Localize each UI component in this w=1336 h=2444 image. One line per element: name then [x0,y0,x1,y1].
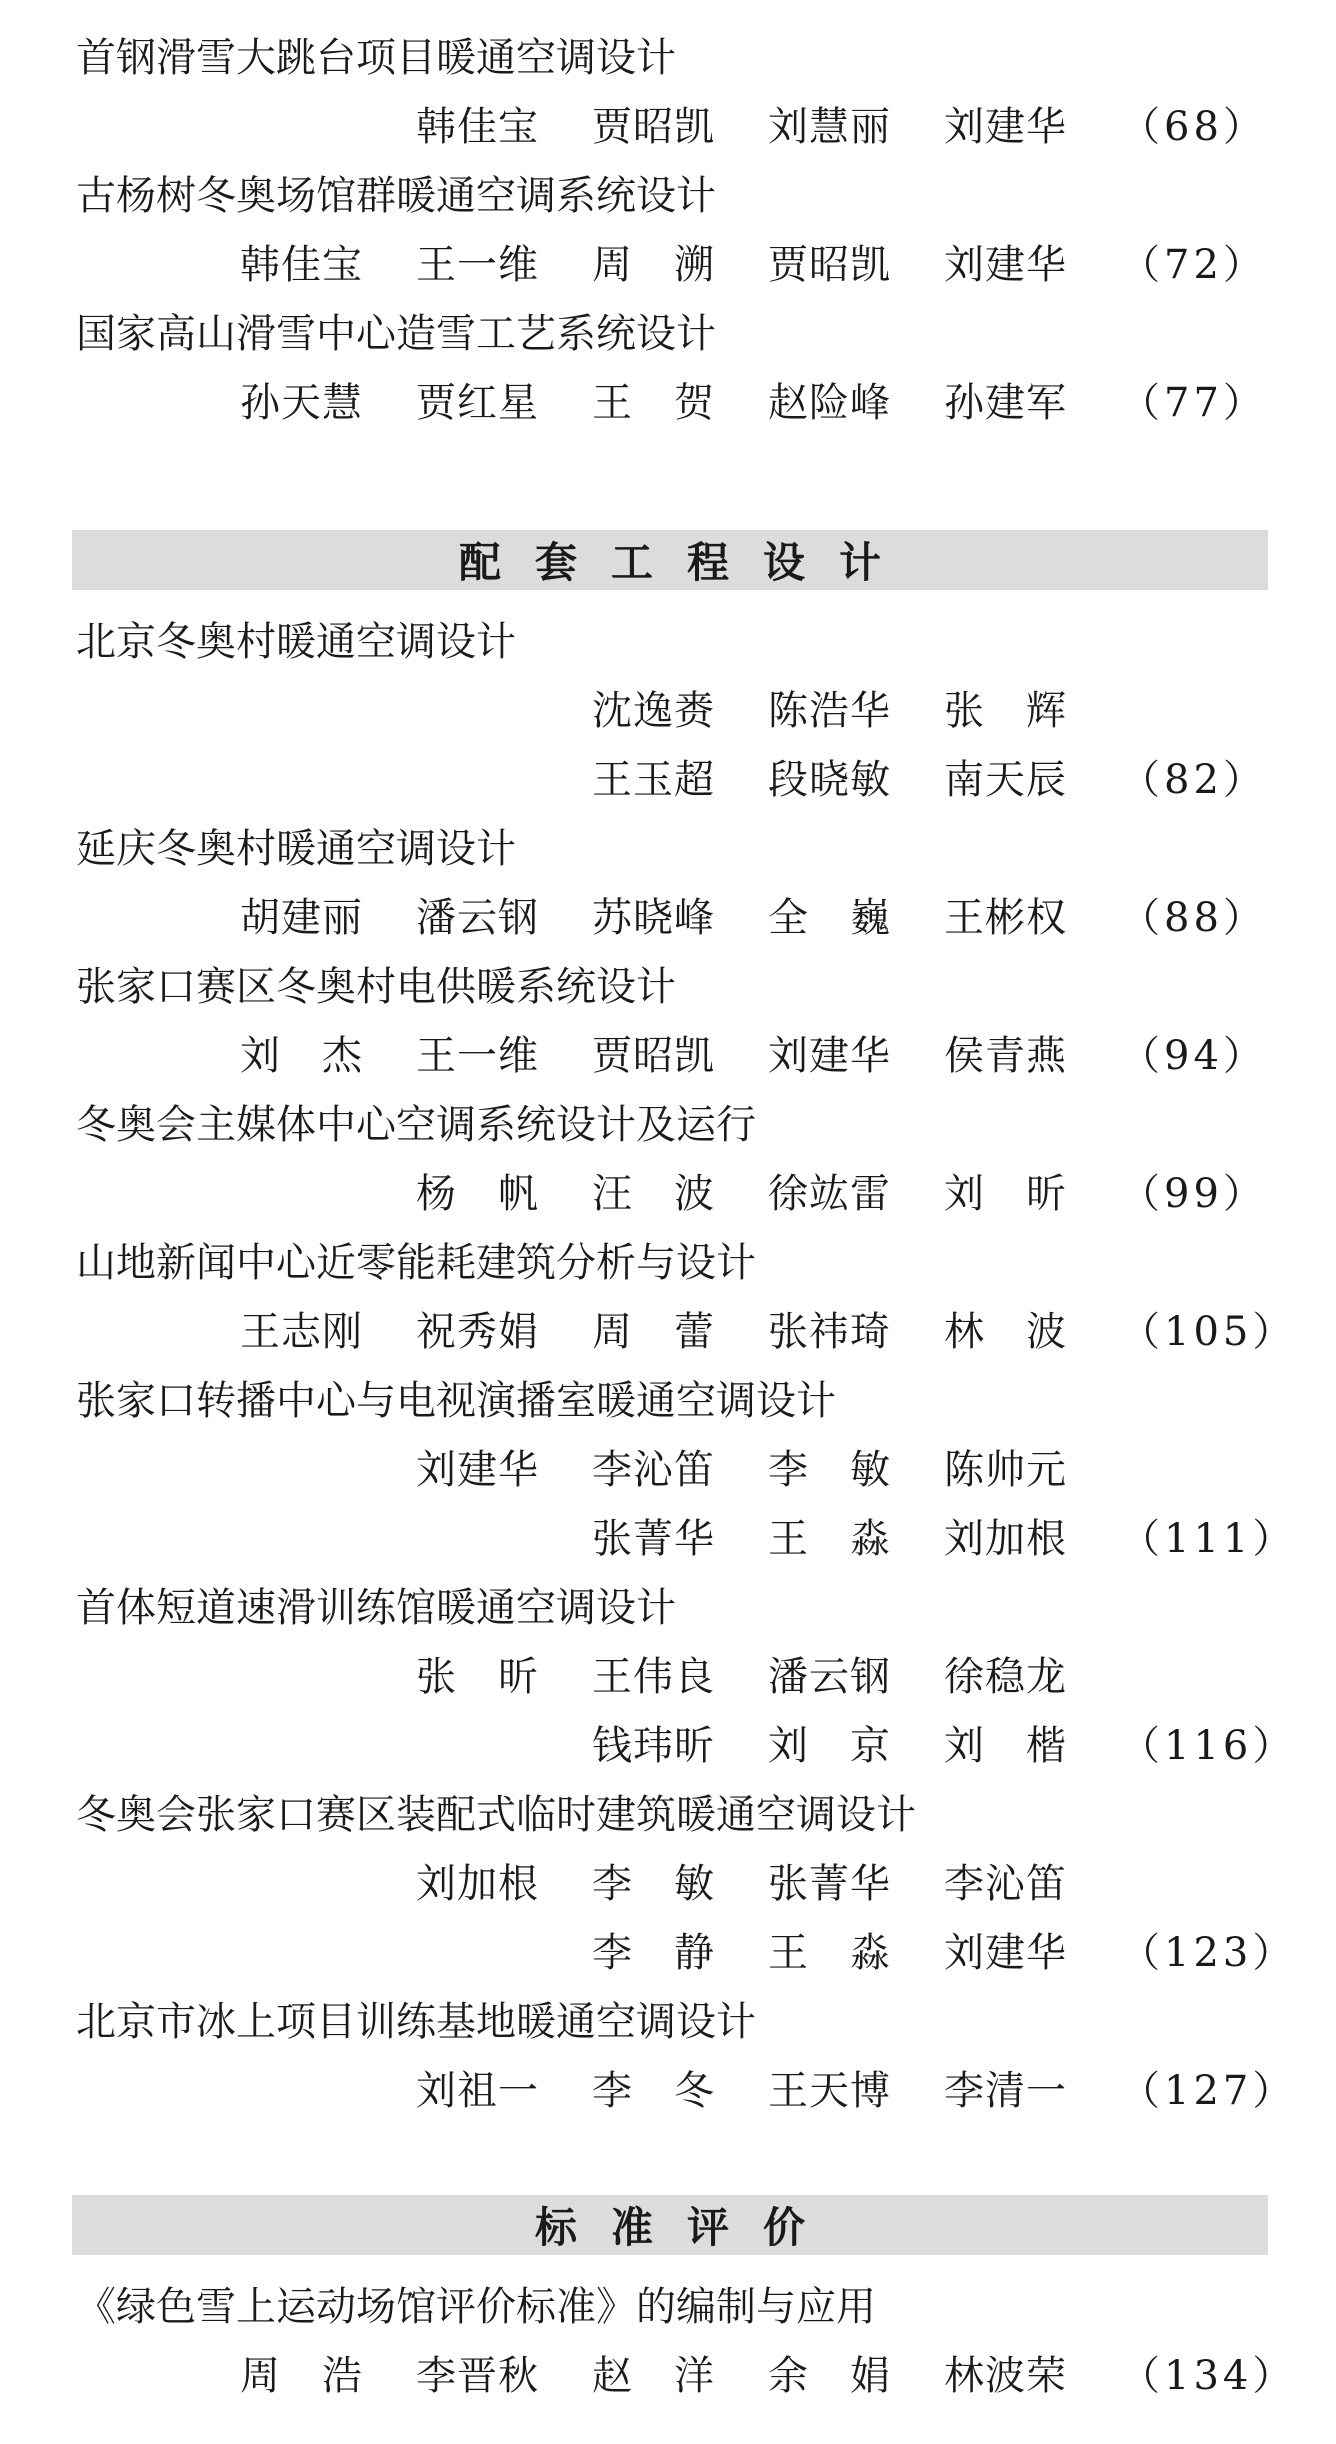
entry-title: 延庆冬奥村暖通空调设计 [76,826,516,872]
author-name: 李 敏 [768,1447,891,1493]
author-line [240,890,1267,946]
author-name: 余 娟 [768,2353,891,2399]
author-name: 张菁华 [592,1516,715,1562]
author-name: 王伟良 [592,1654,715,1700]
author-line [240,237,1267,293]
page-number: （123） [1120,1930,1297,1976]
entry-title: 首体短道速滑训练馆暖通空调设计 [76,1585,676,1631]
author-name: 李沁笛 [592,1447,715,1493]
author-name: 王 贺 [592,380,715,426]
author-name: 刘慧丽 [768,104,891,150]
author-line [592,1925,1297,1981]
entry-title: 冬奥会张家口赛区装配式临时建筑暖通空调设计 [76,1792,916,1838]
author-name: 贾红星 [416,380,539,426]
author-name: 周 浩 [240,2353,363,2399]
entry-title: 《绿色雪上运动场馆评价标准》的编制与应用 [76,2284,876,2330]
author-name: 刘建华 [416,1447,539,1493]
author-name: 陈浩华 [768,688,891,734]
author-name: 李清一 [944,2068,1067,2114]
entry-title: 首钢滑雪大跳台项目暖通空调设计 [76,35,676,81]
author-name: 李 敏 [592,1861,715,1907]
author-name: 汪 波 [592,1171,715,1217]
author-name: 侯青燕 [944,1033,1067,1079]
author-name: 孙建军 [944,380,1067,426]
entry-title: 张家口转播中心与电视演播室暖通空调设计 [76,1378,836,1424]
author-name: 潘云钢 [768,1654,891,1700]
author-line [592,1511,1297,1567]
author-name: 刘建华 [944,1930,1067,1976]
author-name: 赵险峰 [768,380,891,426]
author-line [592,683,1252,739]
page-number: （105） [1120,1309,1297,1355]
author-name: 李沁笛 [944,1861,1067,1907]
author-name: 王天博 [768,2068,891,2114]
author-name: 周 溯 [592,242,715,288]
author-name: 刘建华 [944,242,1067,288]
author-name: 全 巍 [768,895,891,941]
author-name: 潘云钢 [416,895,539,941]
page-number: （111） [1120,1516,1297,1562]
author-line [240,1028,1267,1084]
author-name: 林 波 [944,1309,1067,1355]
author-name: 刘建华 [768,1033,891,1079]
page-number: （134） [1120,2353,1297,2399]
author-name: 王 淼 [768,1930,891,1976]
author-line [240,375,1267,431]
author-name: 刘建华 [944,104,1067,150]
author-name: 韩佳宝 [240,242,363,288]
page-number: （88） [1120,895,1267,941]
author-name: 林波荣 [944,2353,1067,2399]
author-name: 王彬权 [944,895,1067,941]
author-name: 李晋秋 [416,2353,539,2399]
author-name: 李 静 [592,1930,715,1976]
author-line [416,1856,1252,1912]
author-name: 徐稳龙 [944,1654,1067,1700]
author-name: 赵 洋 [592,2353,715,2399]
author-name: 贾昭凯 [592,104,715,150]
author-name: 贾昭凯 [768,242,891,288]
author-name: 张祎琦 [768,1309,891,1355]
author-line [416,2063,1297,2119]
author-name: 孙天慧 [240,380,363,426]
page-number: （127） [1120,2068,1297,2114]
author-line [592,752,1267,808]
author-name: 徐竑雷 [768,1171,891,1217]
author-name: 张 辉 [944,688,1067,734]
entry-title: 国家高山滑雪中心造雪工艺系统设计 [76,311,716,357]
author-line [416,99,1267,155]
page-number: （72） [1120,242,1267,288]
author-name: 王玉超 [592,757,715,803]
section-header [72,2195,1268,2255]
entry-title: 张家口赛区冬奥村电供暖系统设计 [76,964,676,1010]
section-title: 配套工程设计 [458,538,915,587]
author-name: 刘 杰 [240,1033,363,1079]
author-name: 钱玮昕 [592,1723,715,1769]
author-name: 刘加根 [944,1516,1067,1562]
author-name: 贾昭凯 [592,1033,715,1079]
author-name: 南天辰 [944,757,1067,803]
author-name: 王一维 [416,242,539,288]
author-name: 沈逸赉 [592,688,715,734]
page-number: （77） [1120,380,1267,426]
page-number: （68） [1120,104,1267,150]
page-number: （116） [1120,1723,1297,1769]
author-name: 刘 楷 [944,1723,1067,1769]
author-line [416,1166,1267,1222]
author-line [592,1718,1297,1774]
author-name: 刘 京 [768,1723,891,1769]
author-name: 刘祖一 [416,2068,539,2114]
page-number: （99） [1120,1171,1267,1217]
author-name: 张菁华 [768,1861,891,1907]
author-name: 周 蕾 [592,1309,715,1355]
author-line [240,2348,1297,2404]
author-line [416,1649,1252,1705]
author-name: 韩佳宝 [416,104,539,150]
author-name: 王 淼 [768,1516,891,1562]
author-name: 李 冬 [592,2068,715,2114]
entry-title: 古杨树冬奥场馆群暖通空调系统设计 [76,173,716,219]
author-name: 胡建丽 [240,895,363,941]
author-name: 陈帅元 [944,1447,1067,1493]
author-name: 段晓敏 [768,757,891,803]
author-line [416,1442,1252,1498]
author-name: 张 昕 [416,1654,539,1700]
page-number: （82） [1120,757,1267,803]
entry-title: 山地新闻中心近零能耗建筑分析与设计 [76,1240,756,1286]
entry-title: 北京冬奥村暖通空调设计 [76,619,516,665]
author-name: 刘加根 [416,1861,539,1907]
section-header [72,530,1268,590]
entry-title: 冬奥会主媒体中心空调系统设计及运行 [76,1102,756,1148]
author-line [240,1304,1297,1360]
author-name: 杨 帆 [416,1171,539,1217]
section-title: 标准评价 [534,2203,839,2252]
author-name: 刘 昕 [944,1171,1067,1217]
author-name: 祝秀娟 [416,1309,539,1355]
author-name: 王志刚 [240,1309,363,1355]
author-name: 王一维 [416,1033,539,1079]
entry-title: 北京市冰上项目训练基地暖通空调设计 [76,1999,756,2045]
author-name: 苏晓峰 [592,895,715,941]
page-number: （94） [1120,1033,1267,1079]
